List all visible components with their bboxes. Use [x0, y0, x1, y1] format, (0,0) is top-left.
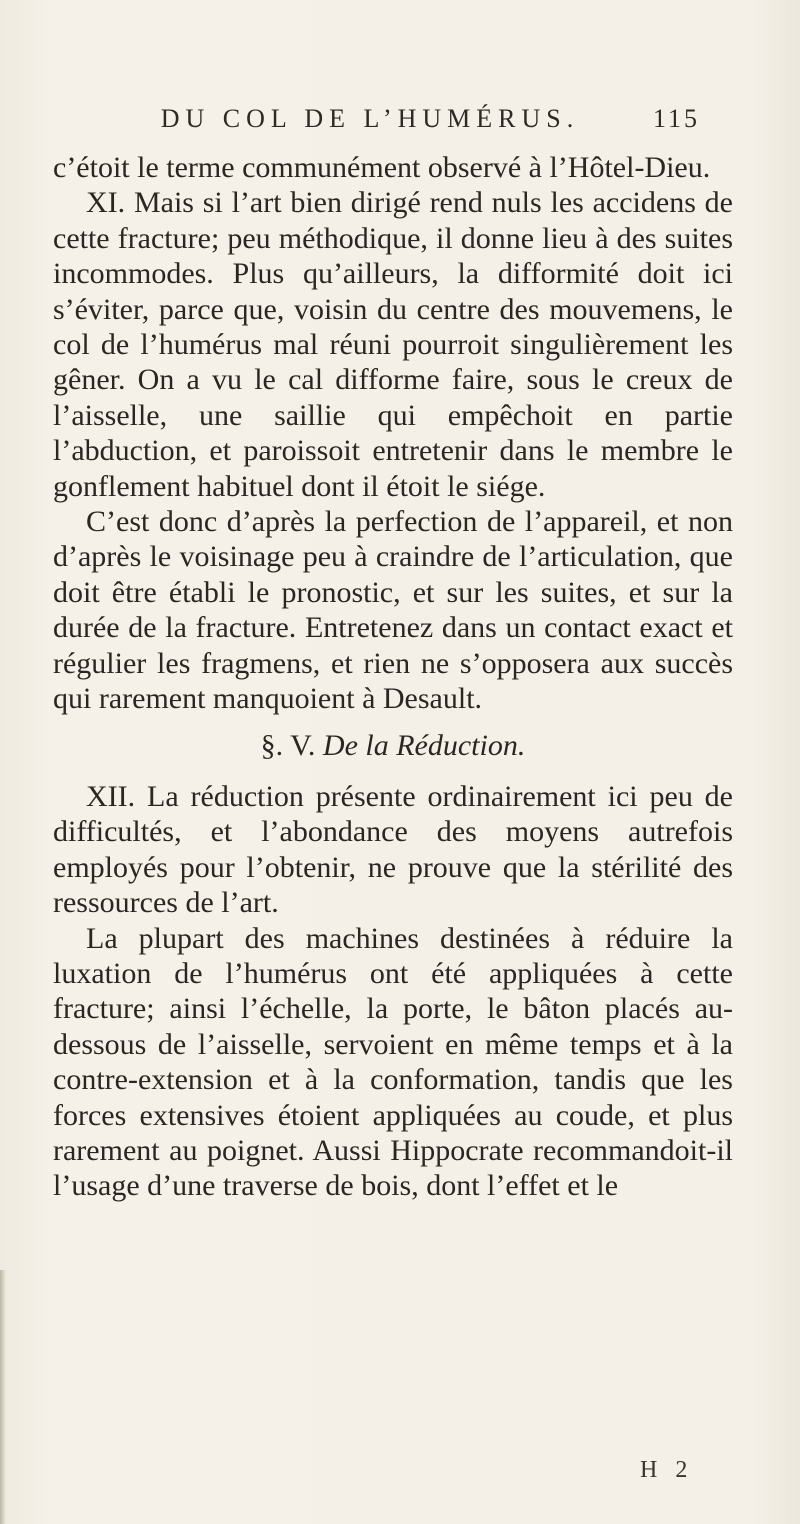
paragraph: C’est donc d’après la perfection de l’appareil, et non d’après le voisinage peu à craindre de l’articulation, que doit être établi le pronostic, et sur les suites, et sur la durée de la fracture. Entretenez dans un contact exact et régulier les fragmens, et rien ne s’opposera aux succès qui rarement manquoient à Desault.	[53, 505, 733, 716]
section-heading	[53, 728, 733, 763]
running-title: DU COL DE L’HUMÉRUS.	[160, 104, 580, 133]
paragraph: XII. La réduction présente ordinairement ici peu de difficultés, et l’abondance des moyens autrefois employés pour l’obtenir, ne prouve que la stérilité des ressources de l’art.	[53, 779, 733, 920]
page-number: 115	[652, 104, 700, 133]
signature-mark: H 2	[640, 1457, 694, 1483]
page-edge-shadow	[0, 1270, 6, 1524]
paragraph: La plupart des machines destinées à réduire la luxation de l’humérus ont été appliquées à cette fracture; ainsi l’échelle, la porte, le bâton placés au-dessous de l’aisselle, servoient en même temps et à la contre-extension et à la conformation, tandis que les forces extensives étoient appliquées au coude, et plus rarement au poignet. Aussi Hippocrate recommandoit-il l’usage d’une traverse de bois, dont l’effet et le	[53, 921, 733, 1203]
section-title: De la Réduction.	[322, 728, 526, 762]
paragraph: XI. Mais si l’art bien dirigé rend nuls les accidens de cette fracture; peu méthodique, il donne lieu à des suites incommodes. Plus qu’ailleurs, la difformité doit ici s’éviter, parce que, voisin du centre des mouvemens, le col de l’humérus mal réuni pourroit singulièrement les gêner. On a vu le cal difforme faire, sous le creux de l’aisselle, une saillie qui empêchoit en partie l’abduction, et paroissoit entretenir dans le membre le gonflement habituel dont il étoit le siége.	[53, 186, 733, 503]
paragraph: c’étoit le terme communément observé à l’Hôtel-Dieu.	[53, 151, 711, 184]
running-head	[100, 104, 700, 144]
body-text	[53, 150, 733, 1204]
section-number: §. V.	[260, 728, 316, 762]
